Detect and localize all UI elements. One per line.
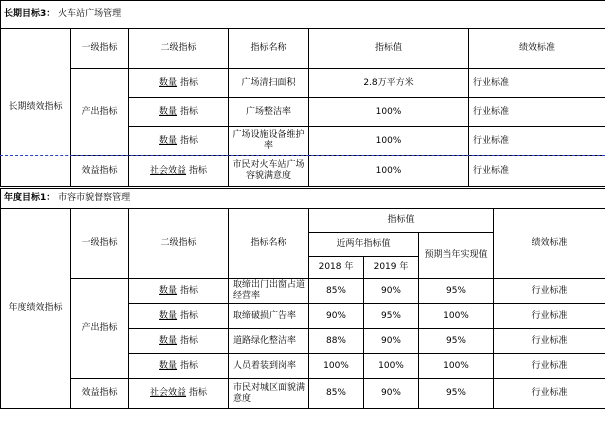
expected-value: 95% — [419, 279, 494, 304]
annual-goal-title — [1, 189, 605, 209]
row-group-label: 长期绩效指标 — [1, 29, 71, 187]
secondary-indicator: 数量 指标 — [129, 329, 229, 354]
value-2019: 90% — [364, 379, 419, 409]
value-2018: 88% — [309, 329, 364, 354]
expected-value: 95% — [419, 329, 494, 354]
value-2019: 90% — [364, 329, 419, 354]
output-indicator-label: 产出指标 — [71, 69, 129, 156]
performance-standard: 行业标准 — [494, 329, 605, 354]
long-term-goal-table — [0, 0, 605, 187]
indicator-name: 市民对城区面貌满意度 — [229, 379, 309, 409]
secondary-indicator: 数量 指标 — [129, 354, 229, 379]
table-row — [1, 69, 605, 98]
indicator-name: 人员着装到岗率 — [229, 354, 309, 379]
secondary-indicator: 数量 指标 — [129, 279, 229, 304]
indicator-name: 市民对火车站广场容貌满意度 — [229, 156, 309, 187]
secondary-indicator: 社会效益 指标 — [129, 156, 229, 187]
performance-standard: 行业标准 — [469, 98, 605, 127]
indicator-value: 100% — [309, 127, 469, 156]
performance-standard: 行业标准 — [494, 279, 605, 304]
expected-value: 100% — [419, 304, 494, 329]
value-2019: 100% — [364, 354, 419, 379]
table-row — [1, 279, 605, 304]
header-name: 指标名称 — [229, 29, 309, 69]
header-name: 指标名称 — [229, 209, 309, 279]
indicator-name: 广场清扫面积 — [229, 69, 309, 98]
header-value: 指标值 — [309, 29, 469, 69]
value-2018: 100% — [309, 354, 364, 379]
header-standard: 绩效标准 — [494, 209, 605, 279]
header-level1: 一级指标 — [71, 29, 129, 69]
long-term-goal-title — [1, 1, 605, 29]
output-indicator-label: 产出指标 — [71, 279, 129, 379]
indicator-name: 广场设施设备维护率 — [229, 127, 309, 156]
performance-standard: 行业标准 — [494, 354, 605, 379]
expected-value: 100% — [419, 354, 494, 379]
table-row — [1, 156, 605, 187]
value-2019: 95% — [364, 304, 419, 329]
header-recent-values: 近两年指标值 — [309, 233, 419, 257]
value-2018: 85% — [309, 379, 364, 409]
secondary-indicator: 数量 指标 — [129, 127, 229, 156]
annual-goal-table — [0, 188, 605, 409]
header-standard: 绩效标准 — [469, 29, 605, 69]
indicator-name: 道路绿化整洁率 — [229, 329, 309, 354]
secondary-indicator: 数量 指标 — [129, 69, 229, 98]
expected-value: 95% — [419, 379, 494, 409]
goal-value: 火车站广场管理 — [58, 9, 122, 19]
value-2018: 85% — [309, 279, 364, 304]
goal-label: 年度目标1： — [4, 193, 56, 203]
goal-value: 市容市貌督察管理 — [58, 193, 131, 203]
performance-standard: 行业标准 — [469, 156, 605, 187]
goal-label: 长期目标3： — [4, 9, 56, 19]
header-level1: 一级指标 — [71, 209, 129, 279]
indicator-name: 取缔破损广告率 — [229, 304, 309, 329]
indicator-value: 2.8万平方米 — [309, 69, 469, 98]
secondary-indicator: 数量 指标 — [129, 98, 229, 127]
indicator-name: 广场整洁率 — [229, 98, 309, 127]
header-level2: 二级指标 — [129, 29, 229, 69]
performance-standard: 行业标准 — [494, 304, 605, 329]
header-expected-value: 预期当年实现值 — [419, 233, 494, 279]
indicator-name: 取缔出门出窗占道经营率 — [229, 279, 309, 304]
performance-standard: 行业标准 — [469, 69, 605, 98]
indicator-value: 100% — [309, 98, 469, 127]
header-year-2019: 2019 年 — [364, 257, 419, 279]
value-2019: 90% — [364, 279, 419, 304]
table-row — [1, 379, 605, 409]
dashed-separator — [0, 155, 605, 156]
performance-standard: 行业标准 — [469, 127, 605, 156]
indicator-value: 100% — [309, 156, 469, 187]
effect-indicator-label: 效益指标 — [71, 379, 129, 409]
effect-indicator-label: 效益指标 — [71, 156, 129, 187]
performance-standard: 行业标准 — [494, 379, 605, 409]
row-group-label: 年度绩效指标 — [1, 209, 71, 409]
secondary-indicator: 社会效益 指标 — [129, 379, 229, 409]
secondary-indicator: 数量 指标 — [129, 304, 229, 329]
header-level2: 二级指标 — [129, 209, 229, 279]
header-year-2018: 2018 年 — [309, 257, 364, 279]
header-value: 指标值 — [309, 209, 494, 233]
value-2018: 90% — [309, 304, 364, 329]
